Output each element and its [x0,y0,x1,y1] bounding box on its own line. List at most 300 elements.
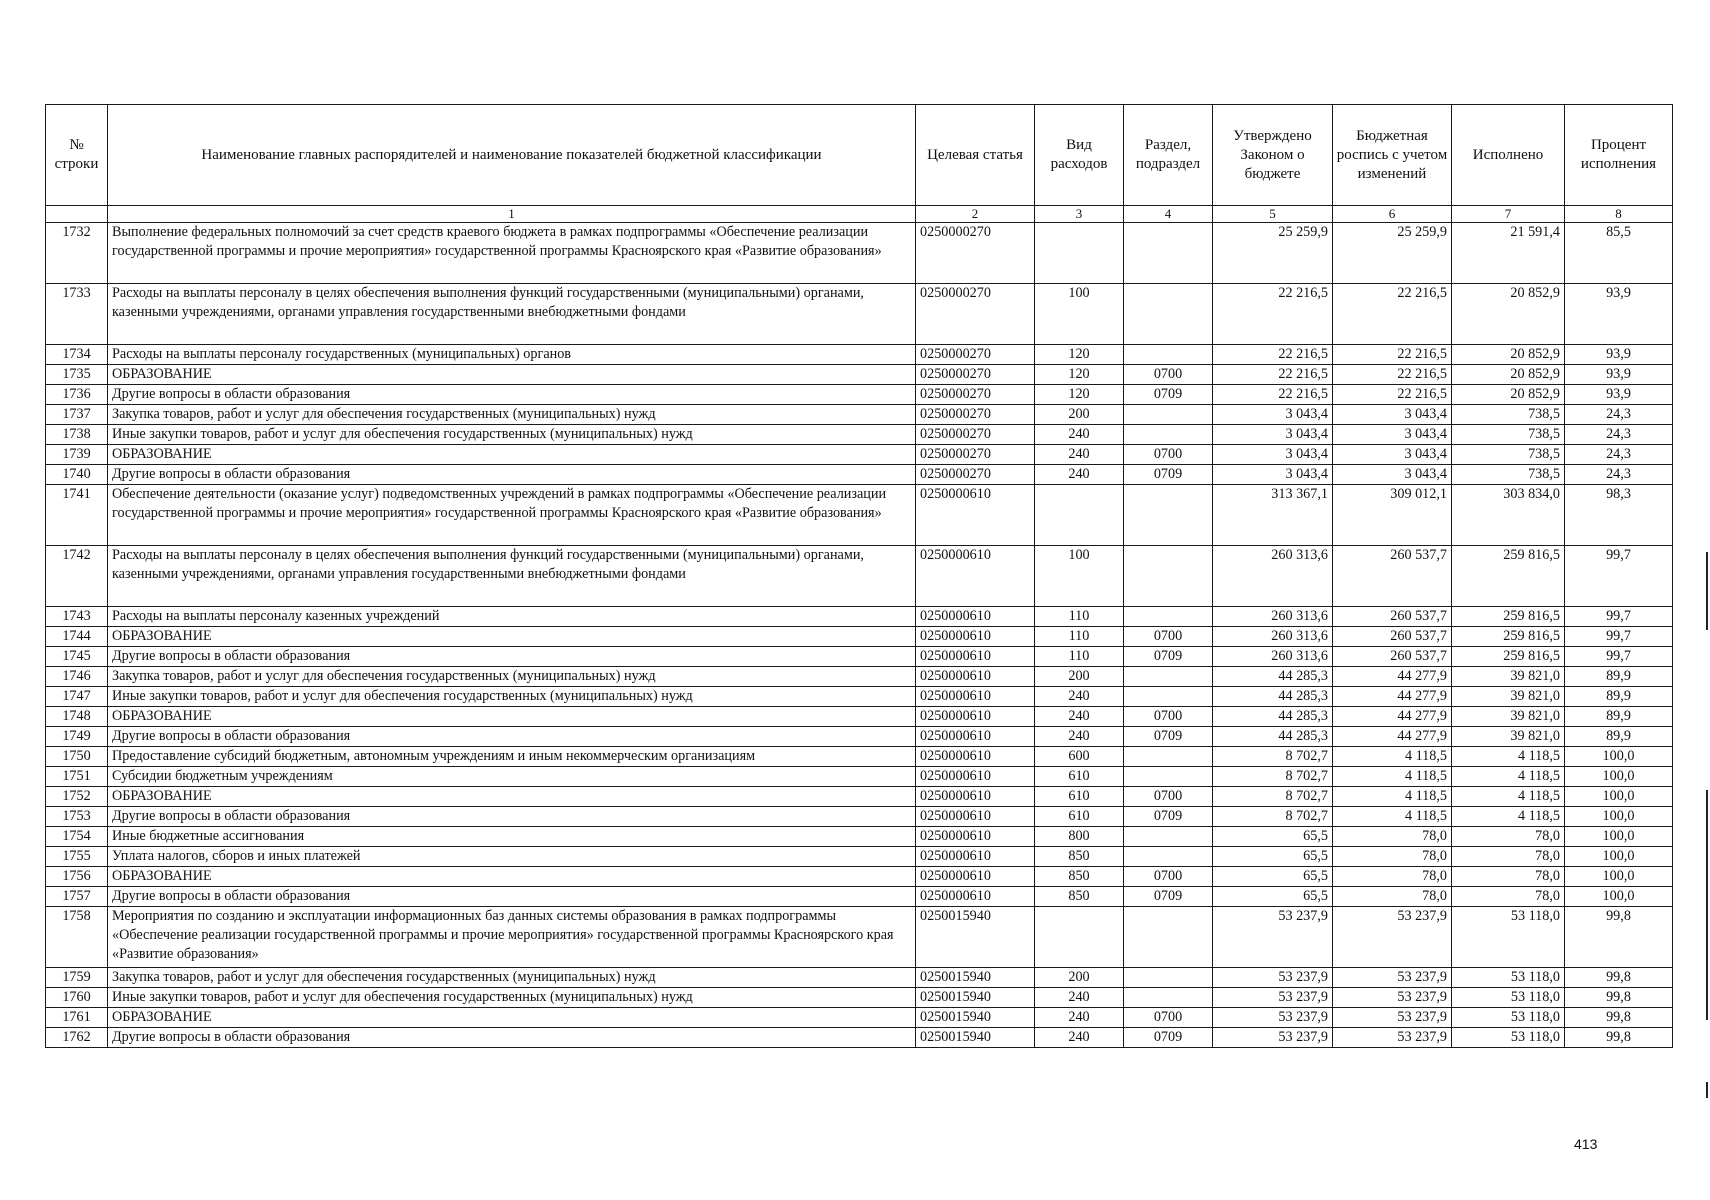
cell-schedule: 53 237,9 [1333,907,1452,968]
cell-expense-kind: 110 [1035,627,1124,647]
cell-section [1124,827,1213,847]
header-section: Раздел, подраздел [1124,105,1213,206]
cell-schedule: 3 043,4 [1333,465,1452,485]
cell-executed: 78,0 [1452,867,1565,887]
cell-target-article: 0250000610 [916,747,1035,767]
cell-row-number: 1753 [46,807,108,827]
table-row [46,405,1673,425]
cell-expense-kind: 200 [1035,968,1124,988]
table-row [46,607,1673,627]
header-name: Наименование главных распорядителей и наименование показателей бюджетной классификации [108,105,916,206]
header-row [46,105,1673,206]
cell-name: Расходы на выплаты персоналу казенных учреждений [108,607,916,627]
cell-section [1124,223,1213,284]
cell-approved: 53 237,9 [1213,1008,1333,1028]
cell-row-number: 1736 [46,385,108,405]
cell-name: Предоставление субсидий бюджетным, автономным учреждениям и иным некоммерческим организациям [108,747,916,767]
cell-executed: 259 816,5 [1452,647,1565,667]
cell-section: 0709 [1124,807,1213,827]
cell-executed: 39 821,0 [1452,667,1565,687]
cell-expense-kind: 240 [1035,425,1124,445]
scan-edge-mark [1706,552,1708,630]
cell-section [1124,485,1213,546]
cell-expense-kind: 240 [1035,445,1124,465]
cell-name: ОБРАЗОВАНИЕ [108,787,916,807]
column-number: 2 [916,206,1035,223]
cell-approved: 65,5 [1213,827,1333,847]
cell-percent: 89,9 [1565,687,1673,707]
cell-percent: 99,8 [1565,907,1673,968]
cell-target-article: 0250000270 [916,345,1035,365]
cell-row-number: 1757 [46,887,108,907]
cell-percent: 100,0 [1565,807,1673,827]
cell-executed: 738,5 [1452,445,1565,465]
cell-approved: 313 367,1 [1213,485,1333,546]
column-number: 8 [1565,206,1673,223]
table-row [46,284,1673,345]
cell-section: 0700 [1124,627,1213,647]
cell-name: Другие вопросы в области образования [108,385,916,405]
table-row [46,465,1673,485]
cell-name: Другие вопросы в области образования [108,807,916,827]
cell-target-article: 0250000610 [916,727,1035,747]
table-row [46,847,1673,867]
cell-section [1124,968,1213,988]
cell-row-number: 1758 [46,907,108,968]
cell-schedule: 25 259,9 [1333,223,1452,284]
cell-target-article: 0250000270 [916,425,1035,445]
cell-section: 0709 [1124,727,1213,747]
cell-name: Выполнение федеральных полномочий за счет средств краевого бюджета в рамках подпрограммы «Обеспечение реализации государственной программы и прочие мероприятия» государственной программы Красноярского края «Развитие образования» [108,223,916,284]
cell-row-number: 1740 [46,465,108,485]
cell-target-article: 0250000610 [916,627,1035,647]
cell-expense-kind: 120 [1035,365,1124,385]
cell-percent: 89,9 [1565,667,1673,687]
cell-name: Обеспечение деятельности (оказание услуг) подведомственных учреждений в рамках подпрограммы «Обеспечение реализации государственной программы и прочие мероприятия» государственной программы Красноярского края «Развитие образования» [108,485,916,546]
header-approved: Утверждено Законом о бюджете [1213,105,1333,206]
cell-approved: 65,5 [1213,887,1333,907]
cell-row-number: 1737 [46,405,108,425]
table-row [46,707,1673,727]
cell-percent: 99,8 [1565,1028,1673,1048]
cell-approved: 44 285,3 [1213,727,1333,747]
cell-row-number: 1743 [46,607,108,627]
cell-expense-kind: 240 [1035,687,1124,707]
table-row [46,988,1673,1008]
table-row [46,1028,1673,1048]
cell-expense-kind: 610 [1035,787,1124,807]
scan-edge-mark [1706,790,1708,1020]
cell-executed: 20 852,9 [1452,284,1565,345]
cell-executed: 53 118,0 [1452,1008,1565,1028]
cell-expense-kind: 850 [1035,887,1124,907]
cell-approved: 260 313,6 [1213,627,1333,647]
cell-percent: 85,5 [1565,223,1673,284]
table-row [46,968,1673,988]
cell-expense-kind [1035,907,1124,968]
cell-percent: 100,0 [1565,787,1673,807]
column-number: 5 [1213,206,1333,223]
cell-executed: 53 118,0 [1452,907,1565,968]
cell-approved: 25 259,9 [1213,223,1333,284]
cell-percent: 100,0 [1565,827,1673,847]
cell-schedule: 260 537,7 [1333,607,1452,627]
cell-row-number: 1734 [46,345,108,365]
cell-schedule: 53 237,9 [1333,988,1452,1008]
cell-section [1124,607,1213,627]
cell-executed: 20 852,9 [1452,385,1565,405]
cell-approved: 53 237,9 [1213,907,1333,968]
table-row [46,546,1673,607]
cell-schedule: 260 537,7 [1333,647,1452,667]
cell-approved: 8 702,7 [1213,787,1333,807]
cell-expense-kind: 100 [1035,546,1124,607]
cell-executed: 39 821,0 [1452,687,1565,707]
cell-name: Иные закупки товаров, работ и услуг для обеспечения государственных (муниципальных) нужд [108,425,916,445]
cell-expense-kind: 240 [1035,988,1124,1008]
cell-expense-kind: 110 [1035,647,1124,667]
cell-target-article: 0250015940 [916,988,1035,1008]
cell-target-article: 0250000610 [916,847,1035,867]
cell-expense-kind [1035,485,1124,546]
page-number: 413 [1574,1136,1598,1152]
cell-schedule: 4 118,5 [1333,767,1452,787]
table-row [46,867,1673,887]
table-row [46,887,1673,907]
table-row [46,787,1673,807]
cell-row-number: 1747 [46,687,108,707]
cell-name: Другие вопросы в области образования [108,887,916,907]
cell-section [1124,687,1213,707]
cell-executed: 39 821,0 [1452,707,1565,727]
cell-expense-kind: 240 [1035,465,1124,485]
cell-name: Мероприятия по созданию и эксплуатации информационных баз данных системы образования в рамках подпрограммы «Обеспечение реализации государственной программы и прочие мероприятия» государственной программы Красноярского края «Развитие образования» [108,907,916,968]
cell-name: Расходы на выплаты персоналу государственных (муниципальных) органов [108,345,916,365]
cell-section: 0700 [1124,707,1213,727]
cell-row-number: 1744 [46,627,108,647]
cell-target-article: 0250000610 [916,867,1035,887]
scan-edge-mark [1706,1082,1708,1098]
cell-approved: 3 043,4 [1213,465,1333,485]
cell-section [1124,847,1213,867]
cell-approved: 65,5 [1213,867,1333,887]
cell-target-article: 0250000270 [916,445,1035,465]
table-body [46,223,1673,1048]
table-row [46,1008,1673,1028]
cell-expense-kind: 600 [1035,747,1124,767]
header-percent: Процент исполнения [1565,105,1673,206]
cell-expense-kind: 200 [1035,405,1124,425]
cell-percent: 100,0 [1565,747,1673,767]
cell-percent: 89,9 [1565,707,1673,727]
cell-approved: 44 285,3 [1213,707,1333,727]
cell-row-number: 1748 [46,707,108,727]
cell-name: Субсидии бюджетным учреждениям [108,767,916,787]
cell-schedule: 78,0 [1333,827,1452,847]
cell-percent: 99,8 [1565,988,1673,1008]
cell-row-number: 1732 [46,223,108,284]
cell-approved: 22 216,5 [1213,284,1333,345]
cell-schedule: 44 277,9 [1333,727,1452,747]
cell-target-article: 0250015940 [916,1008,1035,1028]
cell-section: 0700 [1124,867,1213,887]
table-row [46,907,1673,968]
cell-percent: 100,0 [1565,767,1673,787]
cell-approved: 22 216,5 [1213,345,1333,365]
cell-schedule: 44 277,9 [1333,707,1452,727]
cell-name: ОБРАЗОВАНИЕ [108,707,916,727]
header-target-article: Целевая статья [916,105,1035,206]
cell-section: 0700 [1124,365,1213,385]
cell-schedule: 4 118,5 [1333,807,1452,827]
column-number: 6 [1333,206,1452,223]
cell-executed: 20 852,9 [1452,365,1565,385]
cell-approved: 8 702,7 [1213,807,1333,827]
cell-name: Закупка товаров, работ и услуг для обеспечения государственных (муниципальных) нужд [108,667,916,687]
cell-schedule: 260 537,7 [1333,546,1452,607]
cell-section [1124,546,1213,607]
header-executed: Исполнено [1452,105,1565,206]
cell-section: 0709 [1124,887,1213,907]
cell-executed: 21 591,4 [1452,223,1565,284]
table-row [46,485,1673,546]
header-schedule: Бюджетная роспись с учетом изменений [1333,105,1452,206]
cell-approved: 3 043,4 [1213,425,1333,445]
cell-schedule: 44 277,9 [1333,687,1452,707]
cell-approved: 53 237,9 [1213,988,1333,1008]
cell-executed: 738,5 [1452,465,1565,485]
cell-executed: 4 118,5 [1452,767,1565,787]
cell-row-number: 1750 [46,747,108,767]
table-row [46,667,1673,687]
table-row [46,647,1673,667]
cell-executed: 78,0 [1452,887,1565,907]
cell-approved: 3 043,4 [1213,445,1333,465]
cell-target-article: 0250000610 [916,807,1035,827]
cell-row-number: 1755 [46,847,108,867]
cell-name: Другие вопросы в области образования [108,465,916,485]
cell-schedule: 260 537,7 [1333,627,1452,647]
table-row [46,425,1673,445]
cell-schedule: 22 216,5 [1333,365,1452,385]
cell-row-number: 1738 [46,425,108,445]
cell-schedule: 22 216,5 [1333,345,1452,365]
cell-name: Иные бюджетные ассигнования [108,827,916,847]
cell-percent: 99,7 [1565,647,1673,667]
cell-target-article: 0250000270 [916,223,1035,284]
cell-section [1124,425,1213,445]
cell-schedule: 3 043,4 [1333,425,1452,445]
cell-executed: 4 118,5 [1452,747,1565,767]
cell-target-article: 0250000610 [916,546,1035,607]
cell-expense-kind [1035,223,1124,284]
cell-section: 0700 [1124,445,1213,465]
cell-row-number: 1752 [46,787,108,807]
cell-schedule: 3 043,4 [1333,405,1452,425]
table-row [46,687,1673,707]
cell-name: Закупка товаров, работ и услуг для обеспечения государственных (муниципальных) нужд [108,405,916,425]
cell-target-article: 0250000610 [916,687,1035,707]
header-expense-kind: Вид расходов [1035,105,1124,206]
table-row [46,807,1673,827]
cell-row-number: 1746 [46,667,108,687]
cell-target-article: 0250000610 [916,707,1035,727]
cell-expense-kind: 200 [1035,667,1124,687]
cell-executed: 4 118,5 [1452,787,1565,807]
cell-percent: 100,0 [1565,867,1673,887]
cell-expense-kind: 240 [1035,727,1124,747]
cell-approved: 44 285,3 [1213,667,1333,687]
column-number: 7 [1452,206,1565,223]
cell-expense-kind: 610 [1035,807,1124,827]
cell-percent: 93,9 [1565,365,1673,385]
cell-target-article: 0250015940 [916,907,1035,968]
cell-name: Другие вопросы в области образования [108,1028,916,1048]
cell-target-article: 0250000270 [916,365,1035,385]
cell-section [1124,284,1213,345]
cell-approved: 44 285,3 [1213,687,1333,707]
cell-section [1124,667,1213,687]
table-row [46,727,1673,747]
cell-section [1124,345,1213,365]
cell-percent: 99,8 [1565,1008,1673,1028]
cell-approved: 3 043,4 [1213,405,1333,425]
cell-percent: 99,8 [1565,968,1673,988]
cell-executed: 259 816,5 [1452,627,1565,647]
cell-name: ОБРАЗОВАНИЕ [108,1008,916,1028]
table-row [46,627,1673,647]
cell-executed: 53 118,0 [1452,1028,1565,1048]
cell-target-article: 0250000610 [916,827,1035,847]
cell-name: Другие вопросы в области образования [108,647,916,667]
cell-approved: 8 702,7 [1213,747,1333,767]
cell-percent: 89,9 [1565,727,1673,747]
cell-executed: 20 852,9 [1452,345,1565,365]
cell-target-article: 0250015940 [916,968,1035,988]
cell-executed: 53 118,0 [1452,968,1565,988]
cell-row-number: 1739 [46,445,108,465]
cell-executed: 738,5 [1452,425,1565,445]
cell-percent: 98,3 [1565,485,1673,546]
cell-target-article: 0250000610 [916,887,1035,907]
cell-approved: 53 237,9 [1213,968,1333,988]
cell-expense-kind: 240 [1035,1008,1124,1028]
cell-percent: 24,3 [1565,425,1673,445]
cell-target-article: 0250000610 [916,667,1035,687]
cell-approved: 260 313,6 [1213,607,1333,627]
table-row [46,445,1673,465]
cell-expense-kind: 800 [1035,827,1124,847]
cell-percent: 24,3 [1565,405,1673,425]
cell-percent: 100,0 [1565,887,1673,907]
cell-percent: 24,3 [1565,445,1673,465]
cell-schedule: 22 216,5 [1333,284,1452,345]
cell-target-article: 0250000610 [916,647,1035,667]
cell-schedule: 78,0 [1333,867,1452,887]
table-row [46,365,1673,385]
cell-name: Расходы на выплаты персоналу в целях обеспечения выполнения функций государственными (муниципальными) органами, казенными учреждениями, органами управления государственными внебюджетными фондами [108,284,916,345]
cell-approved: 260 313,6 [1213,647,1333,667]
cell-target-article: 0250015940 [916,1028,1035,1048]
cell-schedule: 309 012,1 [1333,485,1452,546]
cell-target-article: 0250000270 [916,465,1035,485]
cell-executed: 4 118,5 [1452,807,1565,827]
cell-section: 0709 [1124,465,1213,485]
cell-row-number: 1754 [46,827,108,847]
cell-row-number: 1761 [46,1008,108,1028]
cell-executed: 53 118,0 [1452,988,1565,1008]
cell-percent: 99,7 [1565,627,1673,647]
cell-schedule: 78,0 [1333,847,1452,867]
cell-target-article: 0250000610 [916,787,1035,807]
cell-executed: 303 834,0 [1452,485,1565,546]
cell-section: 0709 [1124,385,1213,405]
cell-section [1124,767,1213,787]
column-number [46,206,108,223]
cell-name: Другие вопросы в области образования [108,727,916,747]
cell-name: ОБРАЗОВАНИЕ [108,867,916,887]
cell-name: Уплата налогов, сборов и иных платежей [108,847,916,867]
cell-schedule: 4 118,5 [1333,747,1452,767]
cell-name: Иные закупки товаров, работ и услуг для обеспечения государственных (муниципальных) нужд [108,687,916,707]
cell-expense-kind: 610 [1035,767,1124,787]
cell-percent: 93,9 [1565,345,1673,365]
table-row [46,747,1673,767]
cell-name: Иные закупки товаров, работ и услуг для обеспечения государственных (муниципальных) нужд [108,988,916,1008]
cell-expense-kind: 100 [1035,284,1124,345]
cell-percent: 93,9 [1565,284,1673,345]
cell-executed: 78,0 [1452,827,1565,847]
cell-executed: 259 816,5 [1452,607,1565,627]
table-row [46,223,1673,284]
cell-row-number: 1762 [46,1028,108,1048]
cell-percent: 93,9 [1565,385,1673,405]
cell-section [1124,405,1213,425]
cell-expense-kind: 110 [1035,607,1124,627]
cell-row-number: 1742 [46,546,108,607]
cell-expense-kind: 120 [1035,345,1124,365]
cell-executed: 259 816,5 [1452,546,1565,607]
cell-name: Расходы на выплаты персоналу в целях обеспечения выполнения функций государственными (муниципальными) органами, казенными учреждениями, органами управления государственными внебюджетными фондами [108,546,916,607]
cell-approved: 8 702,7 [1213,767,1333,787]
table-row [46,827,1673,847]
cell-schedule: 3 043,4 [1333,445,1452,465]
cell-percent: 24,3 [1565,465,1673,485]
cell-row-number: 1759 [46,968,108,988]
cell-expense-kind: 850 [1035,867,1124,887]
cell-expense-kind: 240 [1035,707,1124,727]
cell-schedule: 44 277,9 [1333,667,1452,687]
budget-execution-table [45,104,1673,1048]
cell-target-article: 0250000610 [916,767,1035,787]
cell-approved: 22 216,5 [1213,385,1333,405]
cell-row-number: 1756 [46,867,108,887]
column-number: 3 [1035,206,1124,223]
cell-row-number: 1751 [46,767,108,787]
column-number: 4 [1124,206,1213,223]
cell-target-article: 0250000270 [916,385,1035,405]
cell-schedule: 53 237,9 [1333,1008,1452,1028]
table-row [46,767,1673,787]
cell-section [1124,988,1213,1008]
cell-section: 0709 [1124,1028,1213,1048]
cell-name: ОБРАЗОВАНИЕ [108,365,916,385]
cell-expense-kind: 850 [1035,847,1124,867]
cell-approved: 22 216,5 [1213,365,1333,385]
cell-executed: 78,0 [1452,847,1565,867]
header-row-number: № строки [46,105,108,206]
cell-row-number: 1745 [46,647,108,667]
